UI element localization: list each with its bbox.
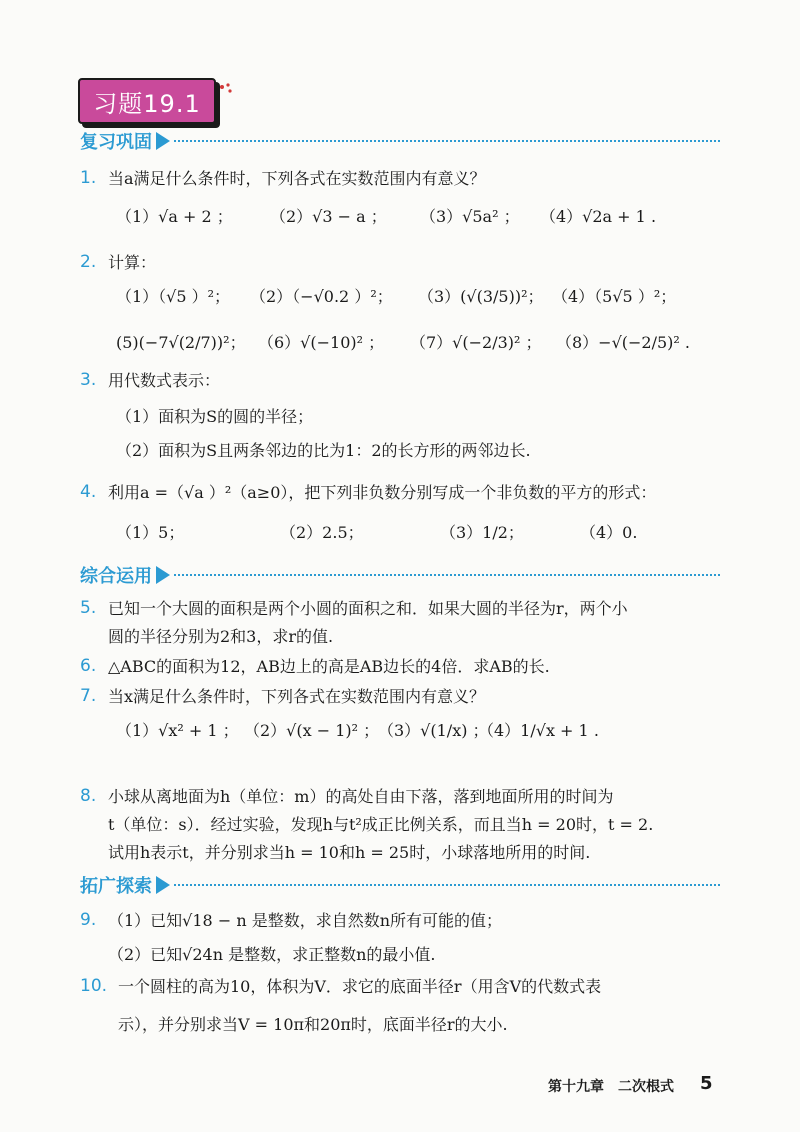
question-text: 利用a =（√a ）²（a≥0），把下列非负数分别写成一个非负数的平方的形式： <box>108 483 657 502</box>
section-title: 复习巩固 <box>80 132 152 153</box>
section-header-explore <box>80 872 720 898</box>
sub-item: （7）√(−2/3)² ； <box>410 333 542 352</box>
question-text: 当x满足什么条件时，下列各式在实数范围内有意义？ <box>108 687 486 706</box>
question-number: 8. <box>80 786 97 806</box>
sub-item: （1）√x² + 1 ； <box>116 721 239 740</box>
question-number: 5. <box>80 598 97 618</box>
question-text: 试用h表示t，并分别求当h = 10和h = 25时，小球落地所用的时间. <box>108 843 591 862</box>
section-title: 拓广探索 <box>80 876 152 897</box>
question-text: 圆的半径分别为2和3，求r的值. <box>108 627 334 646</box>
question-text: 示），并分别求当V = 10π和20π时，底面半径r的大小. <box>118 1015 508 1034</box>
sub-item: （2）√3 − a ； <box>270 207 387 226</box>
sub-item: （2）面积为S且两条邻边的比为1：2的长方形的两邻边长. <box>116 441 531 460</box>
sub-item: （4）1/√x + 1 . <box>478 721 599 740</box>
sub-item: （1）5； <box>116 523 185 542</box>
dotted-divider <box>174 884 720 886</box>
section-header-apply <box>80 562 720 588</box>
question-text: 已知一个大圆的面积是两个小圆的面积之和．如果大圆的半径为r，两个小 <box>108 599 628 618</box>
sub-item: （3）√5a² ； <box>420 207 520 226</box>
question-text: 当a满足什么条件时，下列各式在实数范围内有意义？ <box>108 169 486 188</box>
exercise-title-badge: 习题19.1 <box>78 78 216 124</box>
sub-item: （3）√(1/x) ； <box>378 721 489 740</box>
section-title: 综合运用 <box>80 566 152 587</box>
sub-item: （3）1/2； <box>440 523 524 542</box>
sub-item: （4）（5√5 ）²； <box>552 287 677 306</box>
question-text: t（单位：s）．经过实验，发现h与t²成正比例关系，而且当h = 20时，t = 2. <box>108 815 654 834</box>
sub-item: （1）√a + 2 ； <box>116 207 233 226</box>
dotted-divider <box>174 574 720 576</box>
question-text: 小球从离地面为h（单位：m）的高处自由下落，落到地面所用的时间为 <box>108 787 614 806</box>
sub-item: （2）2.5； <box>280 523 364 542</box>
question-number: 1. <box>80 168 97 188</box>
sub-item: （4）√2a + 1 . <box>540 207 657 226</box>
question-number: 2. <box>80 252 97 272</box>
question-text: （2）已知√24n 是整数，求正整数n的最小值. <box>108 945 436 964</box>
question-number: 3. <box>80 370 97 390</box>
play-triangle-icon <box>156 566 170 584</box>
sub-item: （3）(√(3/5))²； <box>418 287 544 306</box>
sub-item: （2）（−√0.2 ）²； <box>250 287 393 306</box>
sub-item: (5)(−7√(2/7))²； <box>116 333 246 352</box>
sub-item: （4）0. <box>580 523 638 542</box>
sub-item: （1）面积为S的圆的半径； <box>116 407 314 426</box>
question-number: 4. <box>80 482 97 502</box>
question-text: 用代数式表示： <box>108 371 221 390</box>
question-number: 10. <box>80 976 108 996</box>
question-text: （1）已知√18 − n 是整数，求自然数n所有可能的值； <box>108 911 503 930</box>
play-triangle-icon <box>156 132 170 150</box>
question-number: 9. <box>80 910 97 930</box>
sub-item: （8）−√(−2/5)² . <box>556 333 691 352</box>
question-number: 6. <box>80 656 97 676</box>
chapter-footer: 第十九章 二次根式 <box>548 1079 674 1095</box>
sub-item: （6）√(−10)² ； <box>258 333 385 352</box>
play-triangle-icon <box>156 876 170 894</box>
sub-item: （2）√(x − 1)² ； <box>244 721 380 740</box>
sub-item: （1）（√5 ）²； <box>116 287 231 306</box>
decorative-dots-icon <box>218 82 234 98</box>
question-number: 7. <box>80 686 97 706</box>
page-number: 5 <box>700 1073 713 1094</box>
question-text: 计算： <box>108 253 157 272</box>
section-header-review <box>80 128 720 154</box>
question-text: 一个圆柱的高为10，体积为V．求它的底面半径r（用含V的代数式表 <box>118 977 602 996</box>
question-text: △ABC的面积为12，AB边上的高是AB边长的4倍．求AB的长. <box>108 657 550 676</box>
dotted-divider <box>174 140 720 142</box>
